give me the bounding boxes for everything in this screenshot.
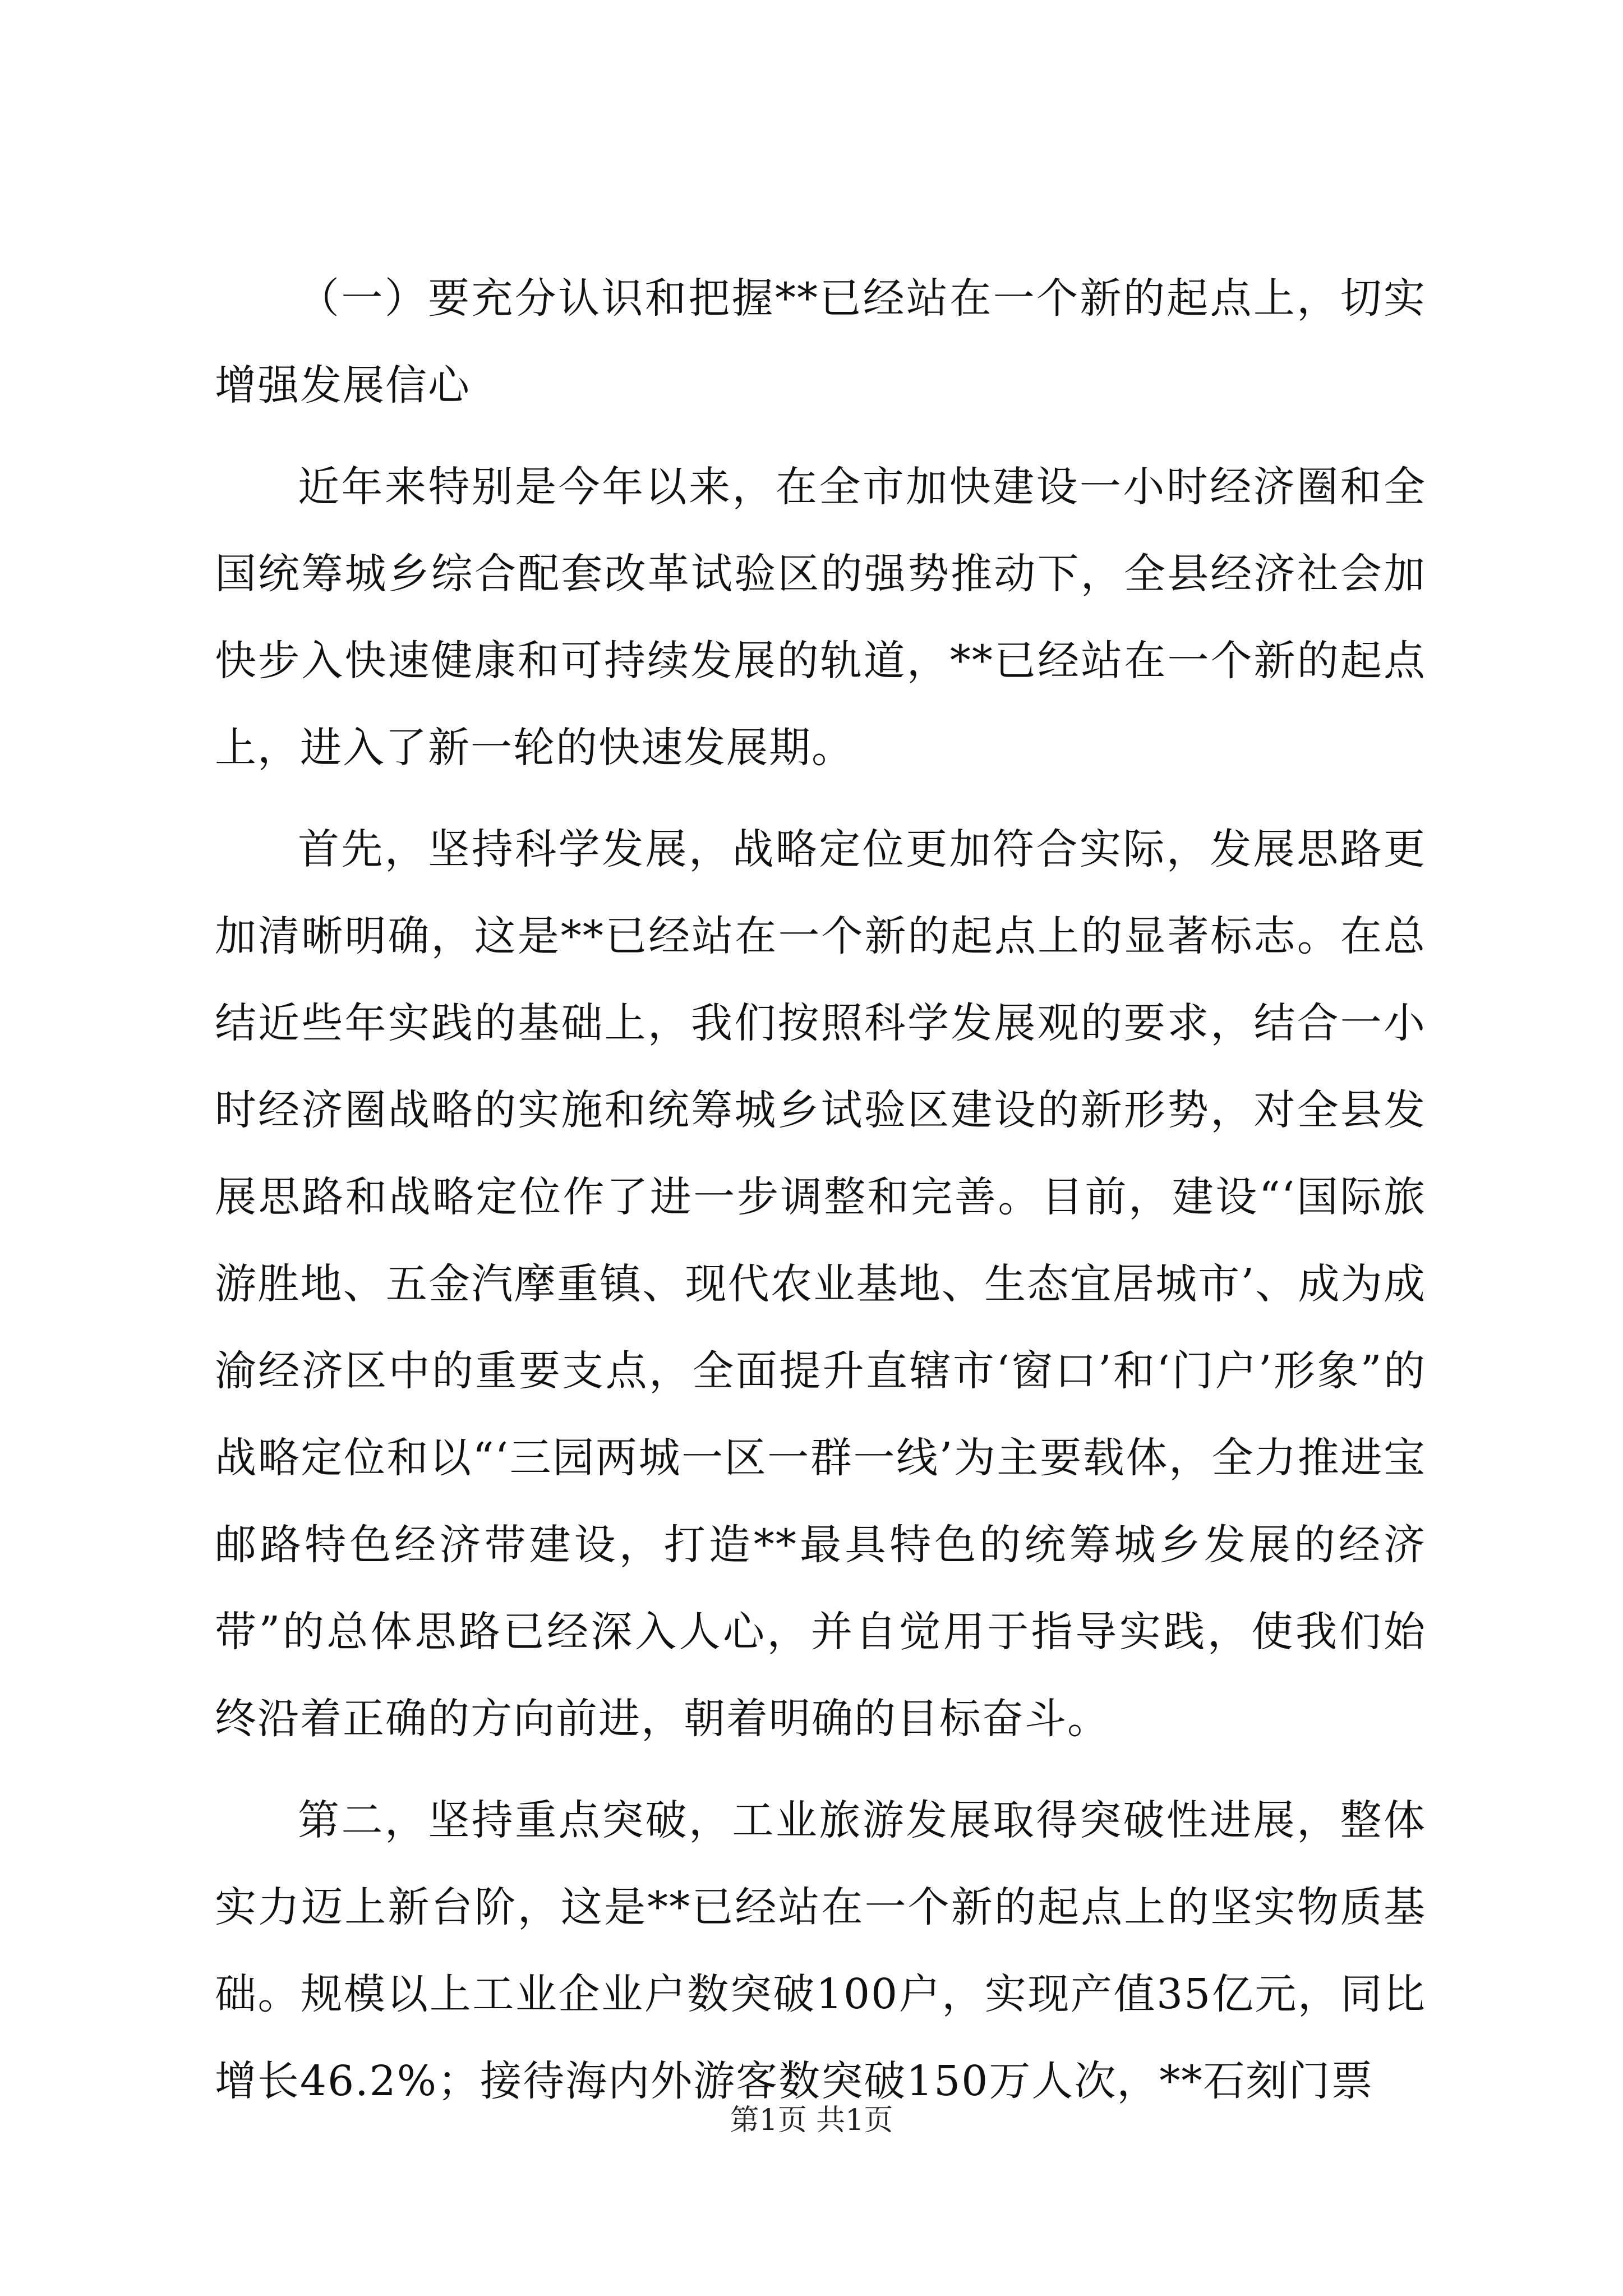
section-heading: （一）要充分认识和把握**已经站在一个新的起点上，切实增强发展信心 [215,274,1426,409]
document-body [215,255,1426,2139]
paragraph-first: 首先，坚持科学发展，战略定位更加符合实际，发展思路更加清晰明确，这是**已经站在一个新的起点上的显著标志。在总结近些年实践的基础上，我们按照科学发展观的要求，结合一小时经济圈战略的实施和统筹城乡试验区建设的新形势，对全县发展思路和战略定位作了进一步调整和完善。目前，建设“‘国际旅游胜地、五金汽摩重镇、现代农业基地、生态宜居城市’、成为成渝经济区中的重要支点，全面提升直辖市‘窗口’和‘门户’形象”的战略定位和以“‘三园两城一区一群一线’为主要载体，全力推进宝邮路特色经济带建设，打造**最具特色的统筹城乡发展的经济带”的总体思路已经深入人心，并自觉用于指导实践，使我们始终沿着正确的方向前进，朝着明确的目标奋斗。 [215,825,1426,1743]
paragraph-second: 第二，坚持重点突破，工业旅游发展取得突破性进展，整体实力迈上新台阶，这是**已经站在一个新的起点上的坚实物质基础。规模以上工业企业户数突破100户，实现产值35亿元，同比增长46.2%；接待海内外游客数突破150万人次，**石刻门票 [215,1796,1426,2105]
paragraph-intro: 近年来特别是今年以来，在全市加快建设一小时经济圈和全国统筹城乡综合配套改革试验区的强势推动下，全县经济社会加快步入快速健康和可持续发展的轨道，**已经站在一个新的起点上，进入了新一轮的快速发展期。 [215,463,1426,772]
page-footer: 第1页 共1页 [730,2104,893,2137]
